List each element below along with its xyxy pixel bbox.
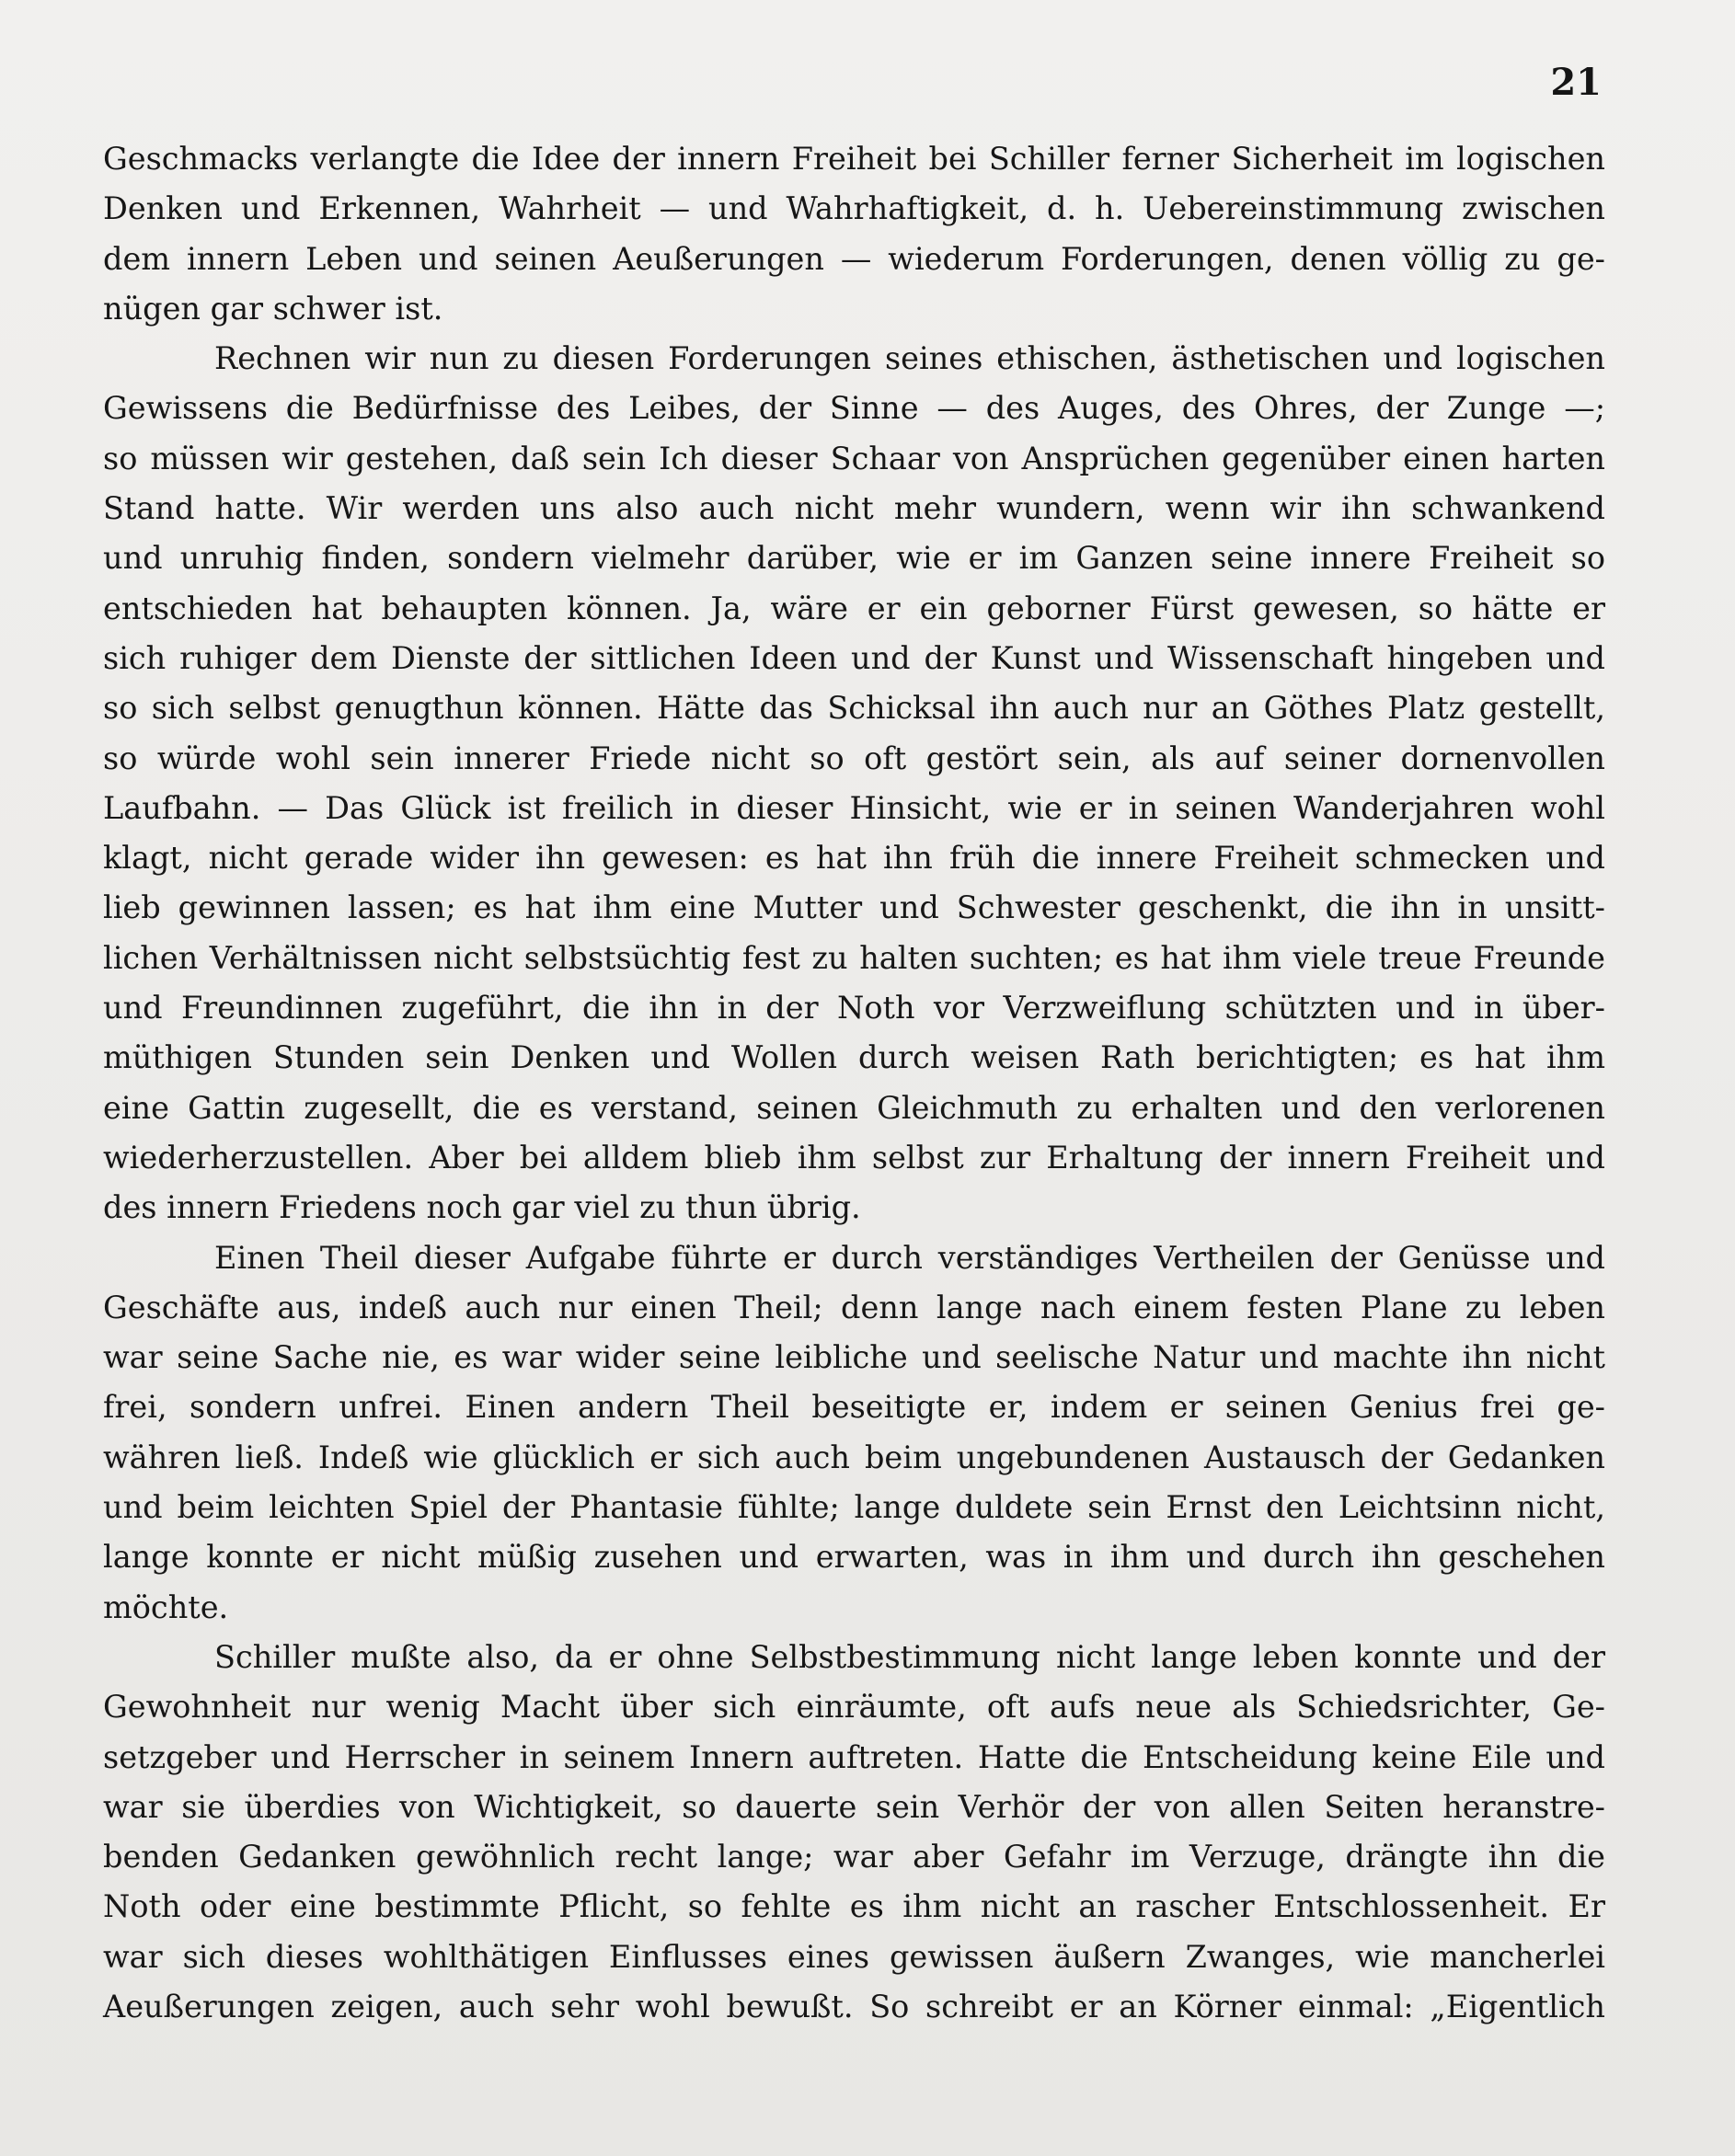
text-line: Einen Theil dieser Aufgabe führte er durch verständiges Vertheilen der Genüsse und <box>214 1239 1605 1276</box>
text-line: Rechnen wir nun zu diesen Forderungen seines ethischen, ästhetischen und logischen <box>214 340 1605 377</box>
text-line: klagt, nicht gerade wider ihn gewesen: es hat ihn früh die innere Freiheit schmecken und <box>103 840 1605 877</box>
text-line: und Freundinnen zugeführt, die ihn in der Noth vor Verzweiflung schützten und in über- <box>103 990 1605 1026</box>
paragraph-4 <box>103 1633 1605 2032</box>
text-line: war sie überdies von Wichtigkeit, so dauerte sein Verhör der von allen Seiten heranstre- <box>103 1788 1605 1825</box>
text-line: lieb gewinnen lassen; es hat ihm eine Mutter und Schwester geschenkt, die ihn in unsitt- <box>103 889 1605 926</box>
paragraph-2 <box>103 334 1605 1233</box>
text-line: lichen Verhältnissen nicht selbstsüchtig fest zu halten suchten; es hat ihm viele treue Freunde <box>103 939 1605 976</box>
text-line: währen ließ. Indeß wie glücklich er sich auch beim ungebundenen Austausch der Gedanken <box>103 1439 1605 1475</box>
paragraph-1 <box>103 134 1605 334</box>
text-line: des innern Friedens noch gar viel zu thun übrig. <box>103 1189 861 1226</box>
text-line: müthigen Stunden sein Denken und Wollen durch weisen Rath berichtigten; es hat ihm <box>103 1039 1605 1076</box>
text-line: entschieden hat behaupten können. Ja, wäre er ein geborner Fürst gewesen, so hätte er <box>103 590 1605 626</box>
text-line: Laufbahn. — Das Glück ist freilich in dieser Hinsicht, wie er in seinen Wanderjahren wohl <box>103 789 1605 826</box>
text-line: eine Gattin zugesellt, die es verstand, seinen Gleichmuth zu erhalten und den verlorenen <box>103 1089 1605 1126</box>
page-number: 21 <box>1550 61 1602 104</box>
text-line: so würde wohl sein innerer Friede nicht so oft gestört sein, als auf seiner dornenvollen <box>103 740 1605 776</box>
text-line: Geschäfte aus, indeß auch nur einen Theil; denn lange nach einem festen Plane zu leben <box>103 1289 1605 1325</box>
text-line: Gewohnheit nur wenig Macht über sich einräumte, oft aufs neue als Schiedsrichter, Ge- <box>103 1689 1605 1726</box>
text-line: und unruhig finden, sondern vielmehr darüber, wie er im Ganzen seine innere Freiheit so <box>103 540 1605 577</box>
paragraph-3 <box>103 1233 1605 1633</box>
text-line: möchte. <box>103 1588 229 1625</box>
text-line: und beim leichten Spiel der Phantasie fühlte; lange duldete sein Ernst den Leichtsinn nicht, <box>103 1489 1605 1526</box>
text-line: Stand hatte. Wir werden uns also auch nicht mehr wundern, wenn wir ihn schwankend <box>103 490 1605 527</box>
text-line: Gewissens die Bedürfnisse des Leibes, der Sinne — des Auges, des Ohres, der Zunge —; <box>103 390 1605 427</box>
text-line: so müssen wir gestehen, daß sein Ich dieser Schaar von Ansprüchen gegenüber einen harten <box>103 440 1605 476</box>
text-line: so sich selbst genugthun können. Hätte das Schicksal ihn auch nur an Göthes Platz gestellt, <box>103 690 1605 727</box>
text-line: nügen gar schwer ist. <box>103 290 443 327</box>
text-line: Aeußerungen zeigen, auch sehr wohl bewußt. So schreibt er an Körner einmal: „Eigentlich <box>103 1988 1605 2024</box>
text-line: dem innern Leben und seinen Aeußerungen — wiederum Forderungen, denen völlig zu ge- <box>103 240 1605 277</box>
text-line: frei, sondern unfrei. Einen andern Theil beseitigte er, indem er seinen Genius frei ge- <box>103 1389 1605 1426</box>
text-line: sich ruhiger dem Dienste der sittlichen Ideen und der Kunst und Wissenschaft hingeben und <box>103 639 1605 676</box>
text-line: wiederherzustellen. Aber bei alldem blieb ihm selbst zur Erhaltung der innern Freiheit und <box>103 1139 1605 1175</box>
text-line: Denken und Erkennen, Wahrheit — und Wahrhaftigkeit, d. h. Uebereinstimmung zwischen <box>103 190 1605 227</box>
body-text <box>103 134 1605 2032</box>
text-line: Geschmacks verlangte die Idee der innern Freiheit bei Schiller ferner Sicherheit im logischen <box>103 141 1605 177</box>
text-line: Noth oder eine bestimmte Pflicht, so fehlte es ihm nicht an rascher Entschlossenheit. Er <box>103 1888 1605 1925</box>
text-line: lange konnte er nicht müßig zusehen und erwarten, was in ihm und durch ihn geschehen <box>103 1539 1605 1576</box>
text-line: benden Gedanken gewöhnlich recht lange; war aber Gefahr im Verzuge, drängte ihn die <box>103 1839 1605 1875</box>
text-line: war sich dieses wohlthätigen Einflusses eines gewissen äußern Zwanges, wie mancherlei <box>103 1938 1605 1975</box>
text-line: war seine Sache nie, es war wider seine leibliche und seelische Natur und machte ihn nicht <box>103 1339 1605 1376</box>
text-line: setzgeber und Herrscher in seinem Innern auftreten. Hatte die Entscheidung keine Eile und <box>103 1738 1605 1775</box>
text-line: Schiller mußte also, da er ohne Selbstbestimmung nicht lange leben konnte und der <box>214 1638 1605 1675</box>
